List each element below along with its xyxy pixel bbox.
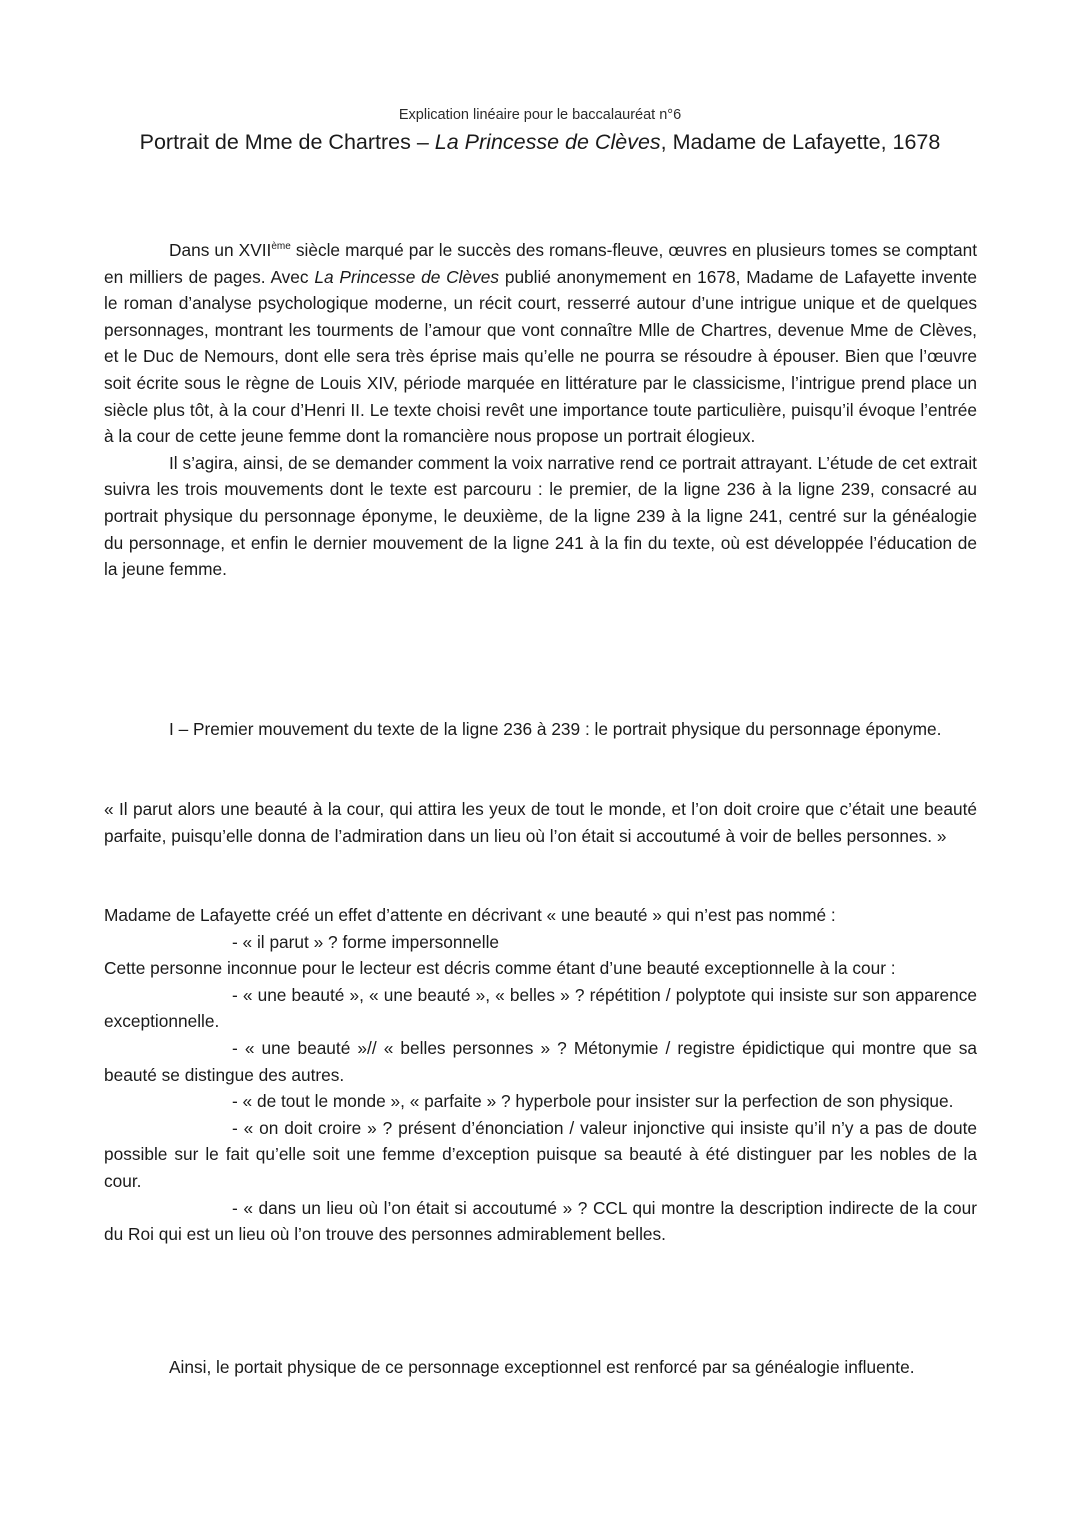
intro-paragraph-1 [104, 237, 977, 450]
century-suffix: ème [271, 241, 291, 252]
bullet-2: - « une beauté », « une beauté », « belles » ? répétition / polyptote qui insiste sur son apparence exceptionnelle. [104, 984, 977, 1032]
section-1-quote-block [104, 796, 977, 849]
bullet-3: - « une beauté »// « belles personnes » ? Métonymie / registre épidictique qui montre que sa beauté se distingue des autres. [104, 1037, 977, 1085]
bullet-6: - « dans un lieu où l’on était si accoutumé » ? CCL qui montre la description indirecte de la cour du Roi qui est un lieu où l’on trouve des personnes admirablement belles. [104, 1197, 977, 1245]
intro-paragraph-2: Il s’agira, ainsi, de se demander comment la voix narrative rend ce portrait attrayant. L’étude de cet extrait suivra les trois mouvements dont le texte est parcouru : le premier, de la ligne 236 à la ligne 239, consacré au portrait physique du personnage éponyme, le deuxième, de la ligne 239 à la ligne 241, centré sur la généalogie du personnage, et enfin le dernier mouvement de la ligne 241 à la fin du texte, où est développée l’éducation de la jeune femme. [104, 452, 977, 580]
document-subtitle: Explication linéaire pour le baccalauréat n°6 [398, 107, 682, 123]
title-work: La Princesse de Clèves [434, 130, 661, 154]
quote: « Il parut alors une beauté à la cour, qui attira les yeux de tout le monde, et l’on doit croire que c’était une beauté parfaite, puisqu’elle donna de l’admiration dans un lieu où l’on était si accoutumé à voir de belles personnes. » [104, 799, 977, 846]
intro-text-b: siècle marqué par le succès des romans-fleuve, œuvres en plusieurs tomes se comptant en milliers de pages. Avec [104, 240, 978, 287]
section-1-analysis [104, 902, 977, 1248]
intro-work-title: La Princesse de Clèves [314, 266, 499, 287]
section-1-conclusion [104, 1354, 977, 1381]
bullet-1: - « il parut » ? forme impersonnelle [232, 931, 500, 952]
conclusion-paragraph: Ainsi, le portait physique de ce personnage exceptionnel est renforcé par sa généalogie influente. [169, 1357, 915, 1377]
section-heading: I – Premier mouvement du texte de la ligne 236 à 239 : le portrait physique du personnage éponyme. [169, 719, 942, 739]
section-1 [104, 716, 977, 743]
introduction [104, 237, 977, 583]
intro-text-a: Dans un XVII [169, 240, 272, 260]
intro-text-c: publié anonymement en 1678, Madame de Lafayette invente le roman d’analyse psychologique moderne, un récit court, resserré autour d’une intrigue unique et de quelques personnages, montrant les tourments de l’amour que vont connaître Mlle de Chartres, devenue Mme de Clèves, et le Duc de Nemours, dont elle sera très éprise mais qu’elle ne pourra se résoudre à épouser. Bien que l’œuvre soit écrite sous le règne de Louis XIV, période marquée en littérature par le classicisme, l’intrigue prend place un siècle plus tôt, à la cour d’Henri II. Le texte choisi revêt une importance toute particulière, puisqu’il évoque l’entrée à la cour de cette jeune femme dont la romancière nous propose un portrait élogieux. [104, 266, 977, 447]
bullet-4: - « de tout le monde », « parfaite » ? hyperbole pour insister sur la perfection de son physique. [232, 1091, 954, 1112]
title-suffix: , Madame de Lafayette, 1678 [660, 130, 941, 154]
document-title [0, 128, 1080, 156]
analysis-line-2: Cette personne inconnue pour le lecteur est décris comme étant d’une beauté exceptionnelle à la cour : [104, 958, 896, 979]
analysis-line-1: Madame de Lafayette créé un effet d’attente en décrivant « une beauté » qui n’est pas nommé : [104, 905, 836, 925]
bullet-5: - « on doit croire » ? présent d’énonciation / valeur injonctive qui insiste qu’il n’y a pas de doute possible sur le fait qu’elle soit une femme d’exception puisque sa beauté à été distinguer par les nobles de la cour. [104, 1117, 977, 1191]
title-prefix: Portrait de Mme de Chartres – [139, 130, 435, 154]
